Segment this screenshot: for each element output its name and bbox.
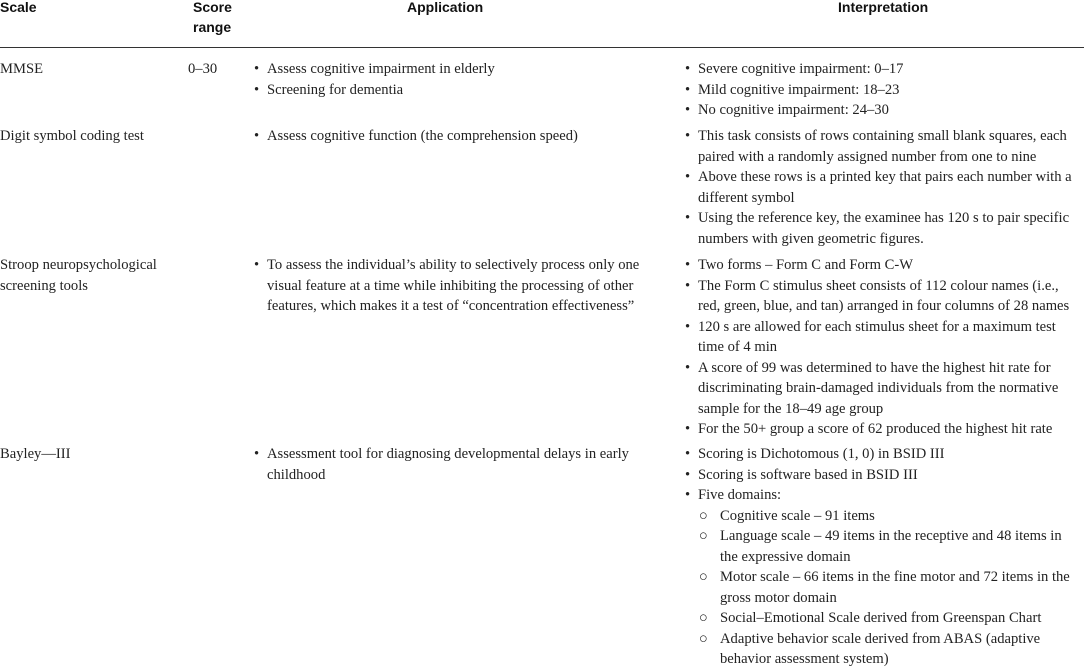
row-bayley-interpretation [685, 444, 1083, 670]
list-item: • Five domains: [685, 485, 1083, 506]
sub-list-item: ○ Adaptive behavior scale derived from ABAS (adaptive behavior assessment system) [685, 629, 1083, 670]
sub-list-item: ○ Language scale – 49 items in the receptive and 48 items in the expressive domain [685, 526, 1083, 567]
list-item: • Assess cognitive function (the comprehension speed) [254, 126, 674, 147]
list-item: • Two forms – Form C and Form C-W [685, 255, 1083, 276]
sub-list-item: ○ Cognitive scale – 91 items [685, 506, 1083, 527]
list-item: • To assess the individual’s ability to selectively process only one visual feature at a time while inhibiting the processing of other features, which makes it a test of “concentration effectiveness” [254, 255, 676, 317]
row-stroop-application [254, 255, 676, 317]
header-rule [0, 47, 1084, 48]
list-item: • Screening for dementia [254, 80, 674, 101]
list-item: • Assess cognitive impairment in elderly [254, 59, 674, 80]
row-digit-symbol-scale: Digit symbol coding test [0, 128, 144, 144]
list-item: • 120 s are allowed for each stimulus sheet for a maximum test time of 4 min [685, 317, 1083, 358]
list-item: • Using the reference key, the examinee has 120 s to pair specific numbers with given geometric figures. [685, 208, 1081, 249]
row-bayley-application [254, 444, 674, 485]
row-mmse-score-range: 0–30 [188, 61, 218, 77]
header-score-range: Score range [193, 0, 232, 35]
list-item: • No cognitive impairment: 24–30 [685, 100, 1081, 121]
list-item: • Above these rows is a printed key that pairs each number with a different symbol [685, 167, 1081, 208]
header-application: Application [407, 0, 484, 15]
sub-list-item: ○ Social–Emotional Scale derived from Greenspan Chart [685, 608, 1083, 629]
row-bayley-scale: Bayley—III [0, 446, 71, 462]
row-digit-symbol-application [254, 126, 674, 147]
list-item: • For the 50+ group a score of 62 produced the highest hit rate [685, 419, 1083, 440]
row-mmse-scale: MMSE [0, 61, 43, 77]
list-item: • Mild cognitive impairment: 18–23 [685, 80, 1081, 101]
row-digit-symbol-interpretation [685, 126, 1081, 249]
row-mmse-application [254, 59, 674, 100]
list-item: • Scoring is software based in BSID III [685, 465, 1083, 486]
list-item: • This task consists of rows containing small blank squares, each paired with a randomly assigned number from one to nine [685, 126, 1081, 167]
header-interpretation: Interpretation [838, 0, 929, 15]
list-item: • The Form C stimulus sheet consists of 112 colour names (i.e., red, green, blue, and tan) arranged in four columns of 28 names [685, 276, 1083, 317]
row-stroop-scale: Stroop neuropsychological screening tools [0, 257, 157, 294]
list-item: • Scoring is Dichotomous (1, 0) in BSID III [685, 444, 1083, 465]
list-item: • A score of 99 was determined to have the highest hit rate for discriminating brain-damaged individuals from the normative sample for the 18–49 age group [685, 358, 1083, 420]
row-mmse-interpretation [685, 59, 1081, 121]
list-item: • Assessment tool for diagnosing developmental delays in early childhood [254, 444, 674, 485]
header-scale: Scale [0, 0, 37, 15]
sub-list-item: ○ Motor scale – 66 items in the fine motor and 72 items in the gross motor domain [685, 567, 1083, 608]
list-item: • Severe cognitive impairment: 0–17 [685, 59, 1081, 80]
row-stroop-interpretation [685, 255, 1083, 440]
